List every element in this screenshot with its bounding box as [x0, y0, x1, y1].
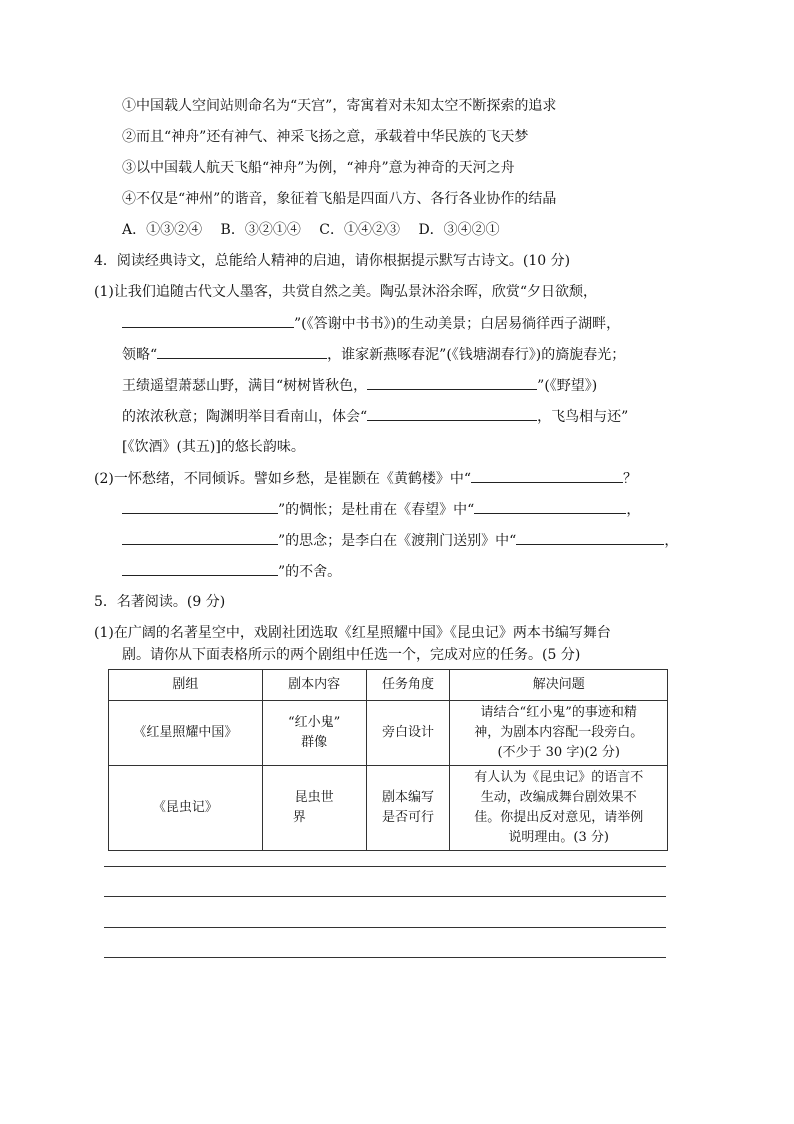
- answer-blank[interactable]: [122, 561, 278, 576]
- q4-part1-line1: (1)让我们追随古代文人墨客，共赏自然之美。陶弘景沐浴余晖，欣赏“夕日欲颓，: [94, 284, 597, 300]
- q4-part2-line3: ”的思念；是李白在《渡荆门送别》中“ ，: [122, 530, 678, 551]
- answer-line[interactable]: [104, 927, 666, 928]
- q5-part1-line1: (1)在广阔的名著星空中，戏剧社团选取《红星照耀中国》《昆虫记》两本书编写舞台: [94, 625, 611, 641]
- task-table: [108, 669, 668, 851]
- q4-part2-line1: (2)一怀愁绪，不同倾诉。譬如乡愁，是崔颢在《黄鹤楼》中“ ？: [94, 468, 637, 489]
- answer-blank[interactable]: [122, 530, 278, 545]
- answer-blank[interactable]: [122, 499, 278, 514]
- answer-line[interactable]: [104, 896, 666, 897]
- table-row: [109, 766, 668, 851]
- table-header-cell: 剧组: [109, 670, 263, 701]
- table-header-cell: 剧本内容: [262, 670, 366, 701]
- q3-choices: A．①③②④ B．③②①④ C．①④②③ D．③④②①: [122, 222, 500, 238]
- table-cell-content: “红小鬼” 群像: [262, 701, 366, 766]
- table-cell-group: 《红星照耀中国》: [109, 701, 263, 766]
- answer-blank[interactable]: [122, 313, 294, 328]
- table-header-cell: 解决问题: [450, 670, 668, 701]
- table-header-cell: 任务角度: [366, 670, 450, 701]
- answer-blank[interactable]: [367, 406, 537, 421]
- answer-blank[interactable]: [367, 375, 537, 390]
- q4-stem: 4．阅读经典诗文，总能给人精神的启迪，请你根据提示默写古诗文。(10 分): [94, 253, 571, 269]
- table-row: [109, 701, 668, 766]
- q3-option-3: ③以中国载人航天飞船“神舟”为例，“神舟”意为神奇的天河之舟: [122, 160, 515, 176]
- answer-blank[interactable]: [516, 530, 664, 545]
- table-cell-group: 《昆虫记》: [109, 766, 263, 851]
- q5-stem: 5．名著阅读。(9 分): [94, 594, 226, 610]
- q4-part1-line4: 王绩遥望萧瑟山野，满目“树树皆秋色， ”(《野望》): [122, 375, 597, 396]
- q4-part1-line5: 的浓浓秋意；陶渊明举目看南山，体会“ ，飞鸟相与还”: [122, 406, 628, 427]
- table-cell-content: 昆虫世 界: [262, 766, 366, 851]
- answer-blank[interactable]: [474, 499, 626, 514]
- q3-option-1: ①中国载人空间站则命名为“天宫”，寄寓着对未知太空不断探索的追求: [122, 98, 557, 114]
- answer-blank[interactable]: [157, 344, 327, 359]
- q4-part2-line2: ”的惆怅；是杜甫在《春望》中“ ，: [122, 499, 640, 520]
- table-cell-angle: 旁白设计: [366, 701, 450, 766]
- table-header-row: [109, 670, 668, 701]
- q4-part1-line6: [《饮酒》(其五)]的悠长韵味。: [122, 439, 305, 455]
- table-cell-angle: 剧本编写 是否可行: [366, 766, 450, 851]
- q4-part1-line2: ”(《答谢中书书》)的生动美景；白居易徜徉西子湖畔，: [122, 313, 620, 334]
- answer-line[interactable]: [104, 957, 666, 958]
- answer-line[interactable]: [104, 866, 666, 867]
- q3-option-4: ④不仅是“神州”的谐音，象征着飞船是四面八方、各行各业协作的结晶: [122, 191, 557, 207]
- q5-part1-line2: 剧。请你从下面表格所示的两个剧组中任选一个，完成对应的任务。(5 分): [122, 647, 581, 663]
- answer-blank[interactable]: [471, 468, 623, 483]
- table-cell-problem: 请结合“红小鬼”的事迹和精 神，为剧本内容配一段旁白。 (不少于 30 字)(2 分): [450, 701, 668, 766]
- table-cell-problem: 有人认为《昆虫记》的语言不 生动，改编成舞台剧效果不 佳。你提出反对意见，请举例 说明理由。(3 分): [450, 766, 668, 851]
- q4-part1-line3: 领略“ ，谁家新燕啄春泥”(《钱塘湖春行》)的旖旎春光；: [122, 344, 625, 365]
- q3-option-2: ②而且“神舟”还有神气、神采飞扬之意，承载着中华民族的飞天梦: [122, 129, 529, 145]
- q4-part2-line4: ”的不舍。: [122, 561, 341, 582]
